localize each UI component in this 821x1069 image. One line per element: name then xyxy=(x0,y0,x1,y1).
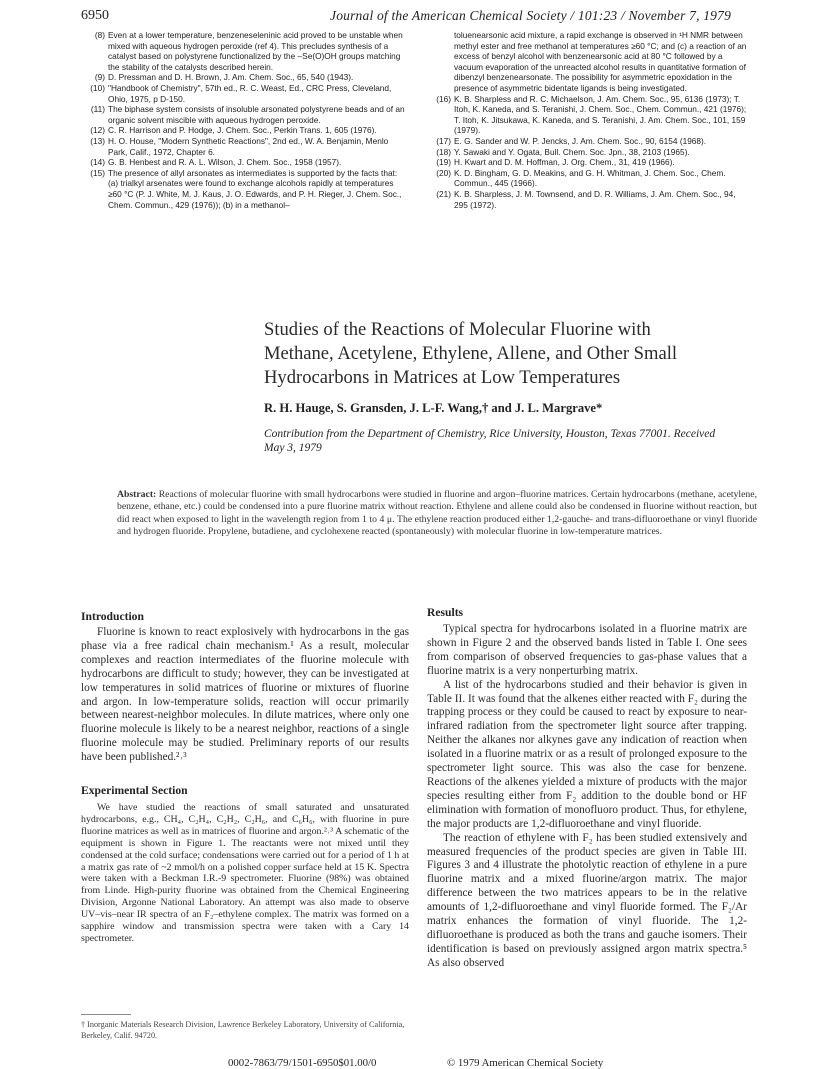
reference-number: (19) xyxy=(436,157,451,168)
abstract-label: Abstract: xyxy=(117,489,157,500)
references-left-column xyxy=(81,30,409,210)
reference-item xyxy=(81,30,409,72)
reference-number: (21) xyxy=(436,188,451,199)
results-body xyxy=(427,623,747,971)
reference-item xyxy=(427,157,747,168)
reference-number: (14) xyxy=(90,157,105,168)
reference-item xyxy=(81,83,409,104)
abstract-text: Reactions of molecular fluorine with small hydrocarbons were studied in fluorine and argon–fluorine matrices. Certain hydrocarbons (methane, acetylene, benzene, ethane, etc.) could be condensed into a pure fluorine matrix without reaction. Ethylene and allene could also be condensed in fluorine without reaction, but did react when exposed to light in the wavelength region from 1 to 4 μ. The ethylene reaction produced either 1,2-gauche- and trans-difluoroethane or vinyl fluoride and hydrogen fluoride. Propylene, butadiene, and cyclohexene reacted (spontaneously) with molecular fluorine in low-temperature matrices. xyxy=(117,489,757,538)
paragraph: We have studied the reactions of small saturated and unsaturated hydrocarbons, e.g., CH₄, C₂H₄, C₂H₂, C₂H₆, and C₆H₆, with fluorine in pure fluorine matrices as well as in matrices of fluorine and argon.²˒³ A schematic of the equipment is shown in Figure 1. The reactants were not mixed until they condensed at the cold surface; condensations were carried out for a period of 1 h at a matrix gas rate of ~2 mmol/h on a polished copper surface held at 15 K. Spectra were taken with a Beckman I.R.-9 spectrometer. Fluorine (98%) was obtained from Linde. High-purity fluorine was obtained from the Chemical Engineering Division, Argonne National Laboratory. An attempt was also made to observe UV–vis–near IR spectra of an F₂–ethylene complex. The matrix was formed on a sapphire window and transmission spectra were taken with a Cary 14 spectrometer. xyxy=(81,802,409,944)
reference-text: The biphase system consists of insoluble arsonated polystyrene beads and of an organic solvent miscible with aqueous hydrogen peroxide. xyxy=(108,104,405,125)
introduction-body xyxy=(81,626,409,765)
reference-text: K. B. Sharpless and R. C. Michaelson, J. Am. Chem. Soc., 95, 6136 (1973); T. Itoh, K. Kaneda, and S. Teranishi, J. Chem. Soc., Chem. Commun., 421 (1976); T. Itoh, K. Jitsukawa, K. Kaneda, and S. Teranishi, J. Am. Chem. Soc., 101, 159 (1979). xyxy=(454,93,747,136)
reference-text: K. B. Sharpless, J. M. Townsend, and D. R. Williams, J. Am. Chem. Soc., 94, 295 (1972). xyxy=(454,188,736,210)
reference-number: (13) xyxy=(90,135,105,146)
experimental-body xyxy=(81,802,409,945)
reference-number: (9) xyxy=(94,72,105,83)
reference-text: G. B. Henbest and R. A. L. Wilson, J. Chem. Soc., 1958 (1957). xyxy=(108,157,342,168)
reference-number: (8) xyxy=(94,30,105,40)
article-title: Studies of the Reactions of Molecular Fluorine with Methane, Acetylene, Ethylene, Allene, and Other Small Hydrocarbons in Matrices at Low Temperatures xyxy=(264,319,678,388)
paragraph: Fluorine is known to react explosively with hydrocarbons in the gas phase via a free radical chain mechanism.¹ As a result, molecular complexes and reaction intermediates of the fluorine molecule with hydrocarbons are difficult to study; however, they can be investigated at low temperatures in solid matrices of fluorine or mixtures of fluorine and argon. In low-temperature solids, reaction will occur primarily between nearest-neighbor molecules. In dilute matrices, where only one fluorine molecule is likely to be a nearest neighbor, reactions of a single fluorine molecule may be studied. Preliminary reports of our results have been published.²˒³ xyxy=(81,626,409,764)
reference-continuation: toluenearsonic acid mixture, a rapid exchange is observed in ¹H NMR between methyl ester and free methanol at temperatures ≥60 °C; and (c) a reaction of an excess of benzyl alcohol with benzenearsonic acid at 80 °C followed by a vacuum evaporation of the unreacted alcohol results in quantitative formation of dibenzyl benzenearsonate. The possibility for asymmetric epoxidation in the presence of asymmetric bidentate ligands is being investigated. xyxy=(454,30,747,93)
paragraph: Typical spectra for hydrocarbons isolated in a fluorine matrix are shown in Figure 2 and the observed bands listed in Table I. One sees from comparison of observed frequencies to gas-phase values that a fluorine matrix is a very nonperturbing matrix. xyxy=(427,623,747,677)
reference-item xyxy=(81,157,409,168)
reference-number: (18) xyxy=(436,146,451,157)
reference-text: Y. Sawaki and Y. Ogata, Bull. Chem. Soc. Jpn., 38, 2103 (1965). xyxy=(454,146,690,157)
running-header: Journal of the American Chemical Society / 101:23 / November 7, 1979 xyxy=(330,8,732,23)
reference-number: (16) xyxy=(436,93,451,104)
reference-number: (12) xyxy=(90,125,105,136)
reference-number: (10) xyxy=(90,82,105,93)
reference-text: The presence of allyl arsonates as intermediates is supported by the facts that: (a) trialkyl arsenates were found to exchange alcohols rapidly at temperatures ≥60 °C (P. J. White, M. J. Kaus, J. O. Edwards, and P. H. Rieger, J. Chem. Soc., Chem. Commun., 429 (1976)); (b) in a methanol– xyxy=(108,167,402,210)
section-heading-introduction: Introduction xyxy=(81,610,144,623)
reference-item xyxy=(81,136,409,157)
section-heading-experimental: Experimental Section xyxy=(81,784,188,797)
reference-number: (17) xyxy=(436,135,451,146)
footnote: † Inorganic Materials Research Division, Lawrence Berkeley Laboratory, University of California, Berkeley, Calif. 94720. xyxy=(81,1020,405,1040)
paragraph: A list of the hydrocarbons studied and their behavior is given in Table II. It was found that the alkenes either reacted with F₂ during the trapping process or they could be caused to react by exposure to near-infrared radiation from the spectrometer light source after trapping. Neither the alkanes nor alkynes gave any indication of reaction when isolated in a fluorine matrix or as a result of prolonged exposure to the spectrometer light source. This was also the case for benzene. Reactions of the alkenes yielded a mixture of products with the major species resulting either from F₂ addition to the double bond or HF elimination with formation of monofluoro product. Thus, for ethylene, the major products are 1,2-difluoroethane and vinyl fluoride. xyxy=(427,678,747,830)
reference-item xyxy=(81,72,409,83)
footnote-divider xyxy=(81,1014,131,1015)
article-affiliation: Contribution from the Department of Chemistry, Rice University, Houston, Texas 77001. Received May 3, 1979 xyxy=(264,428,716,454)
reference-text: D. Pressman and D. H. Brown, J. Am. Chem. Soc., 65, 540 (1943). xyxy=(108,72,354,83)
reference-number: (15) xyxy=(90,167,105,178)
paragraph: The reaction of ethylene with F₂ has been studied extensively and measured frequencies of the product species are given in Table III. Figures 3 and 4 illustrate the photolytic reaction of ethylene in a pure fluorine matrix and a mixed fluorine/argon matrix. The major difference between the two matrices appears to be in the relative amounts of 1,2-difluoroethane and vinyl fluoride formed. The F₂/Ar matrix enhances the formation of vinyl fluoride. The 1,2-difluoroethane is produced as both the trans and gauche isomers. Their identification is based on previously assigned argon matrix spectra.⁵ As also observed xyxy=(427,831,747,969)
article-authors: R. H. Hauge, S. Gransden, J. L-F. Wang,† and J. L. Margrave* xyxy=(264,401,603,415)
reference-text: K. D. Bingham, G. D. Meakins, and G. H. Whitman, J. Chem. Soc., Chem. Commun., 445 (1966). xyxy=(454,167,726,189)
footer-copyright: © 1979 American Chemical Society xyxy=(447,1057,604,1069)
reference-text: H. O. House, "Modern Synthetic Reactions", 2nd ed., W. A. Benjamin, Menlo Park, Calif., 1972, Chapter 6. xyxy=(108,135,389,157)
reference-text: "Handbook of Chemistry", 57th ed., R. C. Weast, Ed., CRC Press, Cleveland, Ohio, 1975, p D-150. xyxy=(108,82,392,104)
reference-item xyxy=(81,168,409,210)
reference-number: (20) xyxy=(436,167,451,178)
abstract xyxy=(117,489,757,539)
section-heading-results: Results xyxy=(427,606,464,619)
reference-item xyxy=(427,189,747,210)
reference-item xyxy=(427,136,747,147)
reference-text: Even at a lower temperature, benzeneseleninic acid proved to be unstable when mixed with aqueous hydrogen peroxide (ref 4). This precludes synthesis of a catalyst based on polystyrene functionalized by the –Se(O)OH groups matching the stability of the catalysts described herein. xyxy=(108,30,403,72)
references-right-column xyxy=(427,30,747,210)
reference-text: C. R. Harrison and P. Hodge, J. Chem. Soc., Perkin Trans. 1, 605 (1976). xyxy=(108,125,377,136)
reference-text: E. G. Sander and W. P. Jencks, J. Am. Chem. Soc., 90, 6154 (1968). xyxy=(454,135,707,146)
reference-item xyxy=(81,104,409,125)
reference-item xyxy=(427,147,747,158)
page-number: 6950 xyxy=(81,8,109,23)
footer-article-code: 0002-7863/79/1501-6950$01.00/0 xyxy=(228,1057,377,1069)
reference-item xyxy=(427,168,747,189)
reference-item xyxy=(427,94,747,136)
reference-number: (11) xyxy=(90,104,105,115)
reference-text: H. Kwart and D. M. Hoffman, J. Org. Chem., 31, 419 (1966). xyxy=(454,157,675,168)
reference-item xyxy=(81,125,409,136)
